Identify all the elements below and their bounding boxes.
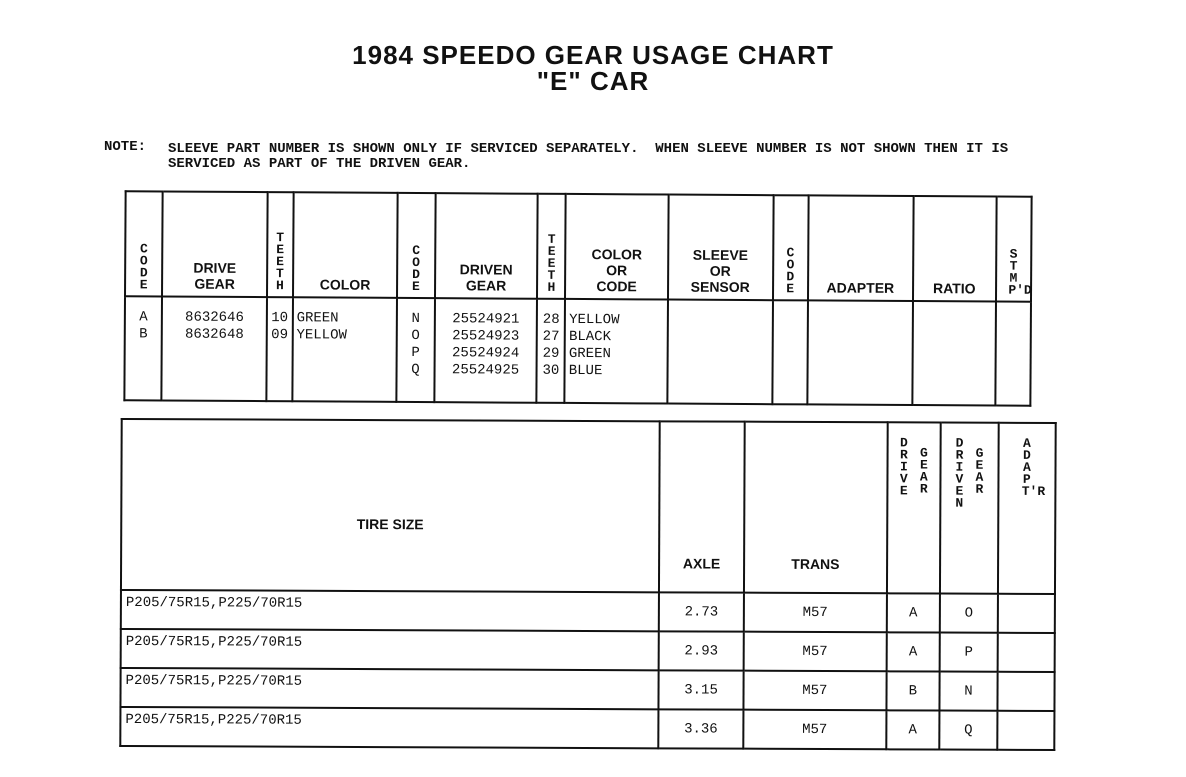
tire-size-cell: P205/75R15,P225/70R15 (121, 590, 659, 631)
adapter-cell (998, 594, 1055, 633)
stmpd-cell (995, 302, 1031, 406)
ratio-cell (912, 301, 995, 406)
axle-cell: 2.73 (659, 592, 744, 631)
drive-codes: A B (124, 296, 162, 400)
header-sleeve-or-sensor: SLEEVE OR SENSOR (668, 195, 773, 301)
header-code-drive: CODE (125, 191, 163, 296)
gear-table-data-row (124, 296, 1031, 406)
axle-cell: 2.93 (659, 631, 744, 670)
driven-gear-cell: N (940, 672, 998, 711)
header-teeth-driven: TEETH (537, 194, 565, 299)
header-driven-gear: DRIVEN GEAR (940, 423, 998, 594)
tire-table-header-row (121, 419, 1056, 594)
header-teeth-drive: TEETH (267, 192, 293, 297)
tire-size-cell: P205/75R15,P225/70R15 (120, 668, 658, 709)
driven-gear-cell: P (940, 633, 998, 672)
page-title: 1984 SPEEDO GEAR USAGE CHART (352, 40, 834, 70)
driven-colors: YELLOW BLACK GREEN BLUE (565, 299, 668, 404)
tire-table (119, 418, 1056, 751)
header-tire-size: TIRE SIZE (121, 419, 660, 592)
axle-cell: 3.36 (658, 709, 743, 748)
header-trans: TRANS (744, 422, 887, 594)
header-ratio: RATIO (913, 196, 996, 302)
header-driven-gear: DRIVEN GEAR (434, 193, 538, 299)
drive-gear-cell: A (886, 710, 940, 749)
tire-table-row (120, 707, 1054, 750)
tire-size-cell: P205/75R15,P225/70R15 (120, 707, 658, 748)
adapter-cell (997, 633, 1054, 672)
drive-teeth: 10 09 (266, 297, 292, 401)
header-adapter: ADAPTER (808, 195, 914, 301)
driven-gear-cell: Q (939, 711, 997, 750)
header-stmpd: STMP'D (996, 197, 1032, 302)
tire-table-row (120, 668, 1054, 711)
gear-table (123, 190, 1032, 407)
trans-cell: M57 (743, 710, 886, 750)
adapter-cell (807, 300, 913, 405)
trans-cell: M57 (744, 671, 887, 711)
tire-table-row (121, 629, 1055, 672)
header-axle: AXLE (659, 421, 745, 592)
adapter-cell (997, 672, 1054, 711)
gear-table-header-row (125, 191, 1032, 302)
header-code-sleeve: CODE (773, 195, 809, 300)
header-color-or-code: COLOR OR CODE (565, 194, 668, 300)
driven-codes: N O P Q (397, 298, 435, 402)
trans-cell: M57 (744, 593, 887, 633)
note-label: NOTE: (104, 139, 147, 155)
header-adaptr: ADAPT'R (998, 423, 1056, 594)
header-code-driven: CODE (397, 193, 435, 298)
tire-size-cell: P205/75R15,P225/70R15 (121, 629, 659, 670)
tire-table-row (121, 590, 1055, 633)
sleeve-cell (667, 300, 772, 405)
drive-gear-cell: A (886, 593, 940, 632)
note-line-2: SERVICED AS PART OF THE DRIVEN GEAR. (168, 156, 471, 172)
trans-cell: M57 (744, 632, 887, 672)
adapter-cell (997, 711, 1054, 750)
note-line-1: SLEEVE PART NUMBER IS SHOWN ONLY IF SERVICED SEPARATELY. WHEN SLEEVE NUMBER IS NOT SHOWN THEN IT IS (168, 141, 1009, 157)
drive-gear-cell: A (886, 632, 940, 671)
header-drive-gear: DRIVE GEAR (162, 191, 267, 297)
axle-cell: 3.15 (658, 670, 743, 709)
driven-teeth: 28 27 29 30 (537, 299, 565, 403)
header-color-drive: COLOR (293, 192, 398, 298)
drive-colors: GREEN YELLOW (292, 297, 397, 402)
header-drive-gear: DRIVE GEAR (887, 422, 941, 593)
page-subtitle: "E" CAR (536, 66, 650, 96)
drive-gears: 8632646 8632648 (162, 296, 267, 401)
drive-gear-cell: B (886, 671, 940, 710)
driven-gears: 25524921 25524923 25524924 25524925 (434, 298, 538, 403)
driven-gear-cell: O (940, 594, 998, 633)
code-sleeve-cell (772, 300, 808, 404)
